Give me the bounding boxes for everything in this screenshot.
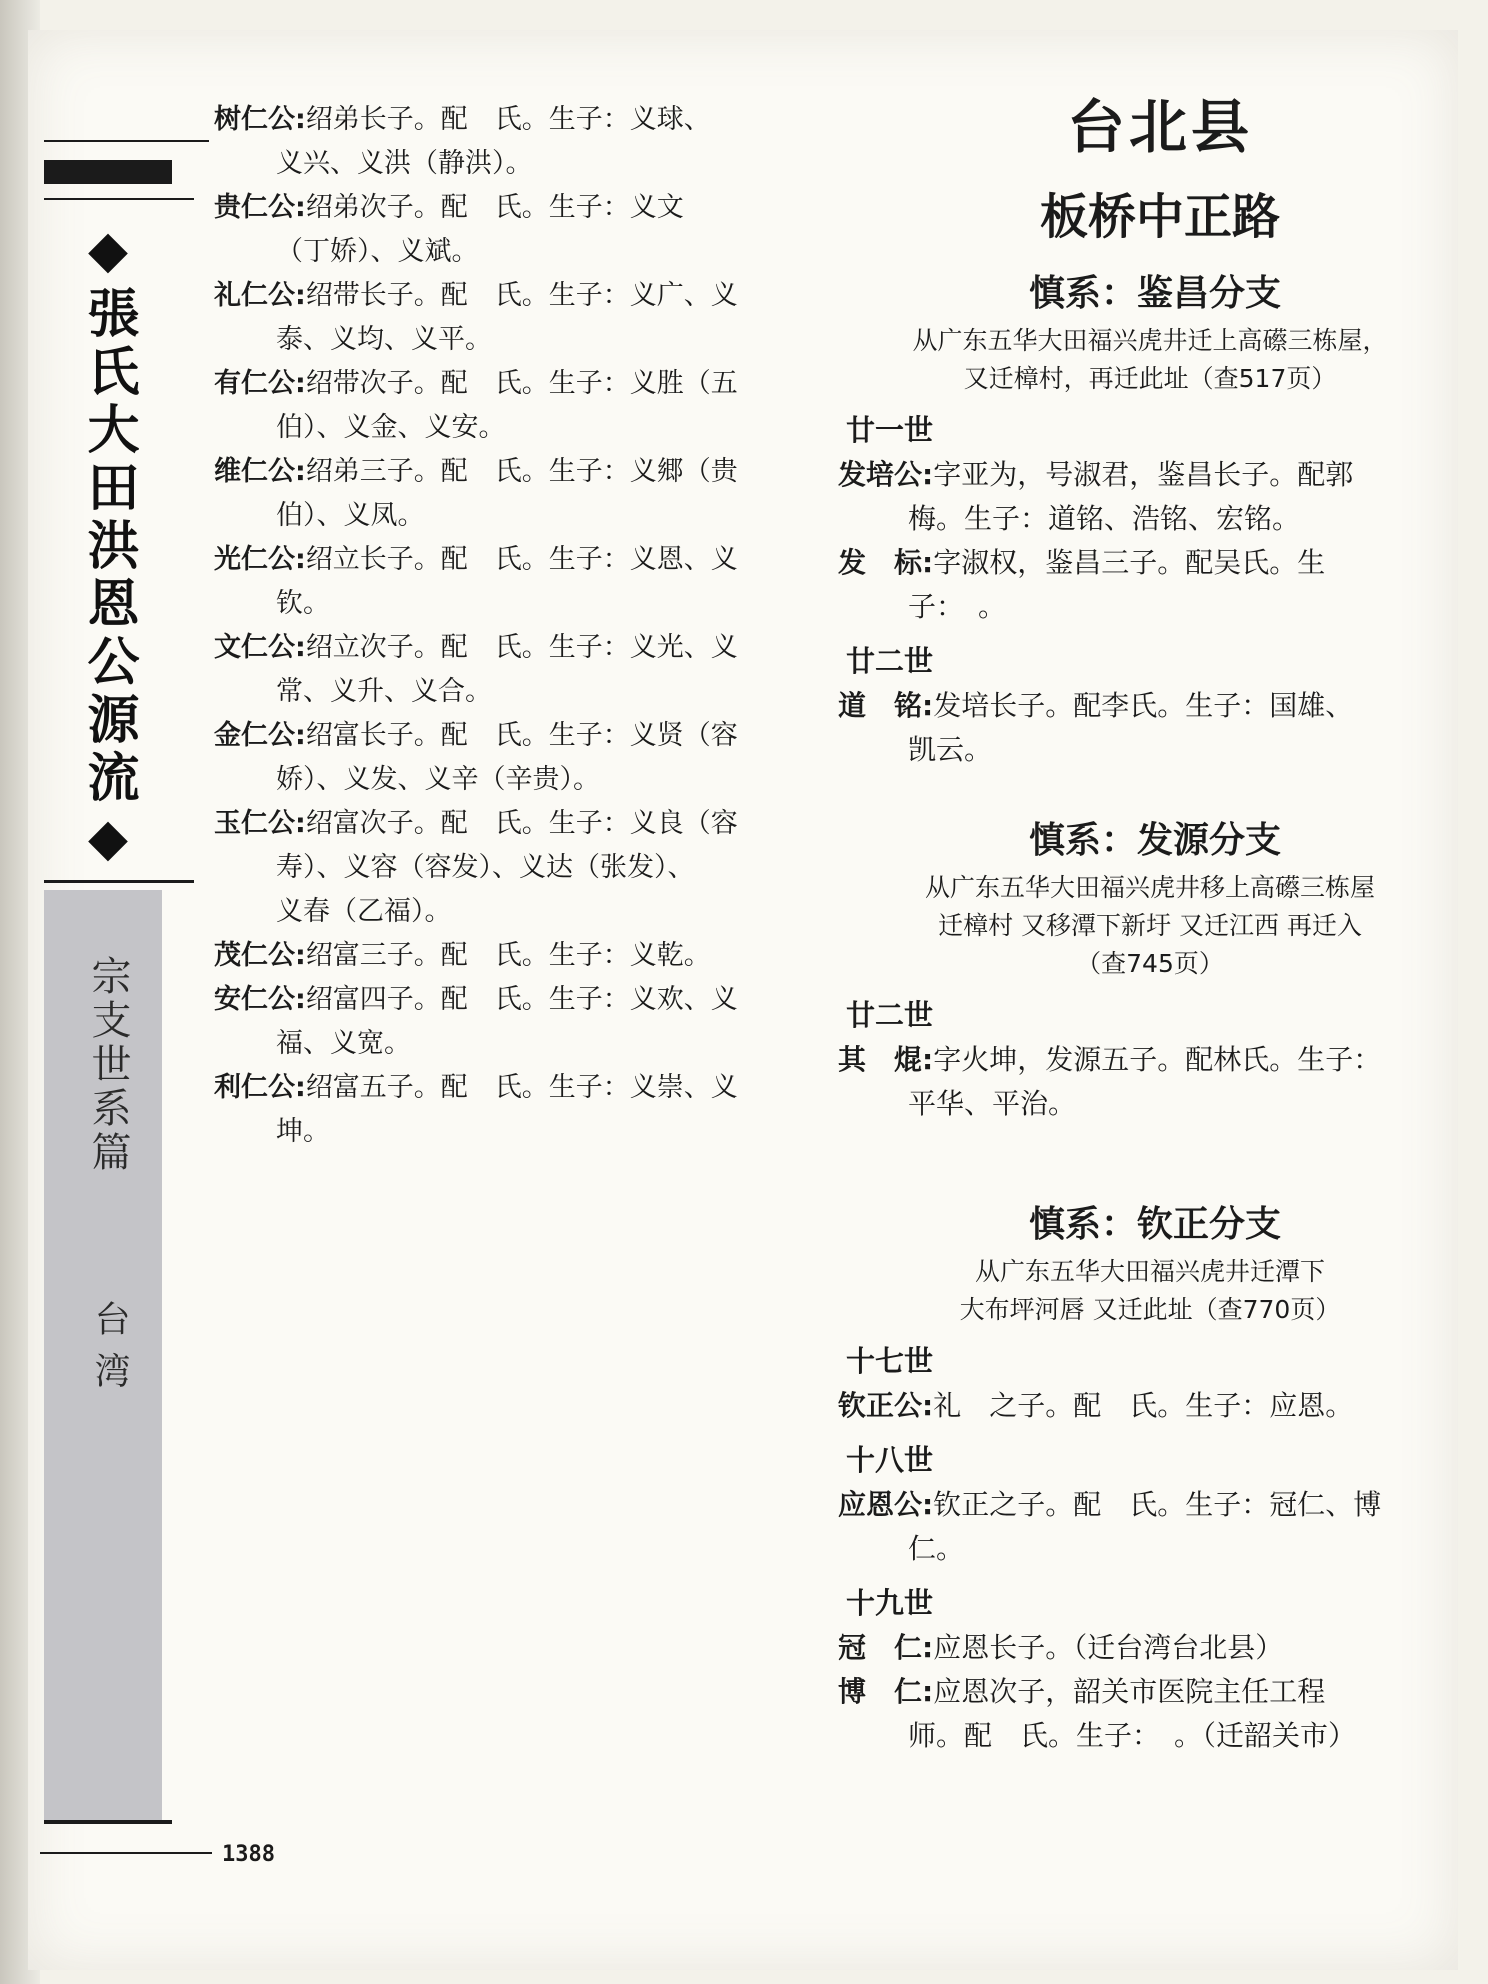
genealogy-entry [214,714,794,802]
branch-title: 慎系：发源分支 [1028,820,1281,861]
entry-name: 礼仁公: [214,280,306,311]
entry-name: 道 铭: [838,689,934,722]
entry-text: 字淑权，鉴昌三子。配吴氏。生 [933,546,1326,579]
entry-text: 绍富三子。配 氏。生子：义乾。 [305,940,711,971]
branch-title: 慎系：钦正分支 [1028,1204,1281,1245]
genealogy-entry [214,362,794,450]
generation-heading: 廿二世 [846,644,934,678]
entry-name: 博 仁: [838,1675,934,1708]
entry-text: 发培长子。配李氏。生子：国雄、 [933,689,1354,722]
branch-origin: 从广东五华大田福兴虎井迁上高礤三栋屋， [912,326,1388,355]
sidebar-rule-mid [44,880,194,883]
entry-text: 义兴、义洪（静洪）。 [276,148,533,179]
sidebar [44,140,162,1840]
entry-name: 茂仁公: [214,940,306,971]
section-name: 宗支世系篇 [85,955,131,1175]
entry-text: 义春（乙福）。 [276,896,452,927]
sidebar-rule-thin [44,198,194,200]
entry-text: 寿）、义容（容发）、义达（张发）、 [276,852,695,883]
generation-heading: 廿二世 [846,998,934,1032]
left-column [214,98,794,1154]
genealogy-entry [214,274,794,362]
genealogy-entry [214,626,794,714]
page-number: 1388 [222,1842,275,1867]
entry-text: 礼 之子。配 氏。生子：应恩。 [933,1389,1354,1422]
entry-name: 发 标: [838,546,934,579]
entry-text: 绍富五子。配 氏。生子：义崇、义 [305,1072,738,1103]
genealogy-entry [214,978,794,1066]
entry-text: 凯云。 [908,733,993,766]
entry-text: （丁娇）、义斌。 [276,236,479,267]
entry-text: 绍富次子。配 氏。生子：义良（容 [305,808,738,839]
genealogy-entry [838,1670,1410,1758]
entry-text: 常、义升、义合。 [276,676,492,707]
genealogy-entry [214,186,794,274]
entry-text: 绍弟次子。配 氏。生子：义文 [305,192,684,223]
entry-text: 绍弟长子。配 氏。生子：义球、 [305,104,711,135]
entry-text: 字火坤，发源五子。配林氏。生子： [933,1043,1382,1076]
entry-text: 绍富长子。配 氏。生子：义贤（容 [305,720,738,751]
entry-name: 安仁公: [214,984,306,1015]
entry-text: 绍立长子。配 氏。生子：义恩、义 [305,544,738,575]
genealogy-entry [838,1038,1410,1126]
entry-text: 应恩长子。（迁台湾台北县） [933,1631,1284,1664]
entry-name: 贵仁公: [214,192,306,223]
entry-text: 应恩次子，韶关市医院主任工程 [933,1675,1326,1708]
branch-title: 慎系：鉴昌分支 [1028,273,1281,314]
branch-origin: 从广东五华大田福兴虎井迁潭下 [974,1257,1325,1286]
genealogy-entry [214,802,794,934]
entry-name: 其 焜: [838,1043,934,1076]
genealogy-entry [214,98,794,186]
entry-name: 钦正公: [838,1389,934,1422]
entry-text: 绍带长子。配 氏。生子：义广、义 [305,280,738,311]
generation-heading: 十九世 [846,1586,934,1620]
branch-origin: 迁樟村 又移潭下新圩 又迁江西 再迁入 [938,911,1362,940]
generation-heading: 廿一世 [846,413,934,447]
genealogy-entry [214,450,794,538]
book-title: ◆張氏大田洪恩公源流◆ [78,220,138,874]
genealogy-entry [838,1626,1410,1670]
entry-name: 玉仁公: [214,808,306,839]
entry-text: 字亚为，号淑君，鉴昌长子。配郭 [933,458,1354,491]
branch-origin: （查745页） [1076,949,1224,978]
county-title: 台北县 [1066,93,1253,161]
sidebar-rule-thick [44,160,172,184]
generation-heading: 十八世 [846,1443,934,1477]
entry-name: 冠 仁: [838,1631,934,1664]
genealogy-entry [838,1384,1410,1428]
entry-name: 光仁公: [214,544,306,575]
entry-text: 伯）、义凤。 [276,500,425,531]
entry-name: 树仁公: [214,104,306,135]
genealogy-entry [214,934,794,978]
genealogy-entry [838,1483,1410,1571]
entry-text: 绍富四子。配 氏。生子：义欢、义 [305,984,738,1015]
genealogy-entry [838,684,1410,772]
entry-text: 绍弟三子。配 氏。生子：义郷（贵 [305,456,738,487]
genealogy-entry [838,541,1410,629]
right-column [810,80,1410,1758]
region-name: 台湾 [89,1300,130,1404]
road-title: 板桥中正路 [1039,189,1280,245]
entry-text: 子： 。 [908,590,1007,623]
entry-text: 娇）、义发、义辛（辛贵）。 [276,764,600,795]
entry-text: 绍立次子。配 氏。生子：义光、义 [305,632,738,663]
genealogy-entry [214,1066,794,1154]
entry-name: 应恩公: [838,1488,934,1521]
entry-name: 发培公: [838,458,934,491]
entry-text: 钦正之子。配 氏。生子：冠仁、博 [933,1488,1382,1521]
branch-origin: 从广东五华大田福兴虎井移上高礤三栋屋 [924,873,1375,902]
generation-heading: 十七世 [846,1344,934,1378]
entry-name: 有仁公: [214,368,306,399]
entry-text: 泰、义均、义平。 [276,324,492,355]
entry-text: 平华、平治。 [908,1087,1077,1120]
sidebar-rule-top [44,140,209,142]
entry-text: 梅。生子：道铭、浩铭、宏铭。 [908,502,1301,535]
entry-name: 利仁公: [214,1072,306,1103]
entry-text: 伯）、义金、义安。 [276,412,506,443]
entry-text: 钦。 [276,588,330,619]
entry-name: 维仁公: [214,456,306,487]
entry-text: 仁。 [908,1532,965,1565]
page-number-rule [40,1852,212,1854]
entry-text: 绍带次子。配 氏。生子：义胜（五 [305,368,738,399]
entry-text: 福、义宽。 [276,1028,411,1059]
entry-text: 坤。 [276,1116,330,1147]
genealogy-entry [214,538,794,626]
entry-name: 文仁公: [214,632,306,663]
entry-text: 师。配 氏。生子： 。（迁韶关市） [908,1719,1357,1752]
branch-origin: 大布坪河唇 又迁此址（查770页） [959,1295,1341,1324]
entry-name: 金仁公: [214,720,306,751]
sidebar-rule-bottom [44,1820,172,1824]
branch-origin: 又迁樟村，再迁此址（查517页） [963,364,1337,393]
genealogy-entry [838,453,1410,541]
